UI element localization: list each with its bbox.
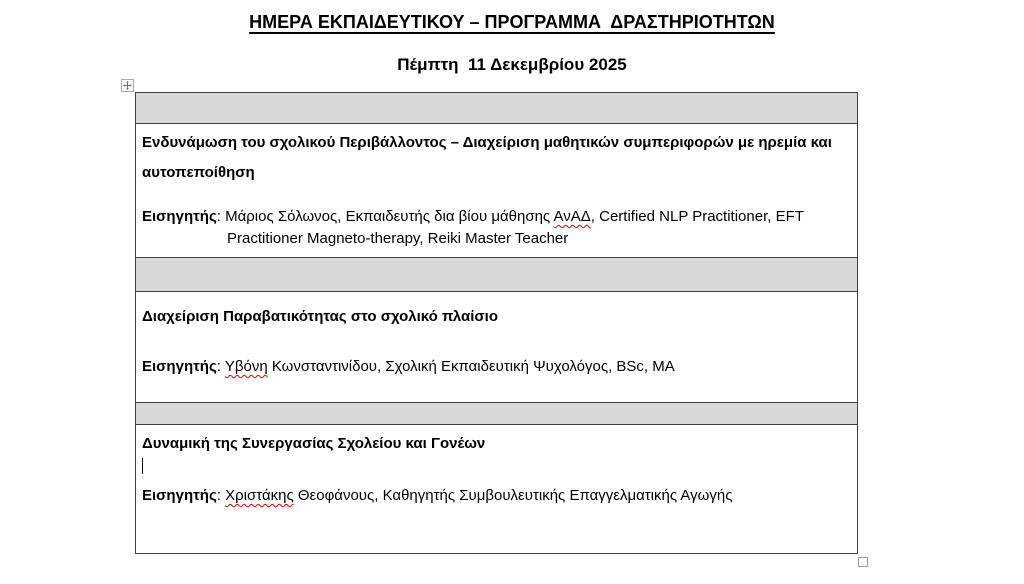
text-run: Εισηγητής: [142, 358, 217, 375]
text-run: Θεοφάνους, Καθηγητής Συμβουλευτικής Επαγγελματικής Αγωγής: [293, 487, 733, 504]
session-presenter: [142, 485, 855, 507]
text-run: :: [216, 358, 225, 375]
document-header: [0, 12, 1024, 33]
session-1-header-row[interactable]: [136, 93, 857, 124]
program-table: [135, 92, 858, 554]
text-run: : Μάριος Σόλωνος, Εκπαιδευτής δια βίου μάθησης: [216, 208, 554, 225]
text-run: Εισηγητής: [142, 487, 217, 504]
text-run: ΑνΑΔ: [553, 208, 591, 225]
page-title[interactable]: ΗΜΕΡΑ ΕΚΠΑΙΔΕΥΤΙΚΟΥ – ΠΡΟΓΡΑΜΜΑ ΔΡΑΣΤΗΡΙΟΤΗΤΩΝ: [249, 12, 775, 32]
table-resize-handle[interactable]: [858, 557, 868, 567]
session-title: Διαχείριση Παραβατικότητας στο σχολικό πλαίσιο: [142, 308, 499, 325]
session-1-cell[interactable]: [136, 124, 857, 258]
text-run: :: [216, 487, 226, 504]
empty-paragraph: [142, 455, 855, 477]
program-table-wrapper: [135, 92, 858, 554]
text-run: Κωνσταντινίδου, Σχολική Εκπαιδευτική Ψυχολόγος, BSc, MA: [267, 358, 675, 375]
session-title: Ενδυνάμωση του σχολικού Περιβάλλοντος – Διαχείριση μαθητικών συμπεριφορών με ηρεμία και αυτοπεποίθηση: [142, 134, 832, 181]
session-presenter: [142, 356, 855, 378]
session-title: Δυναμική της Συνεργασίας Σχολείου και Γονέων: [142, 435, 486, 452]
text-run: Εισηγητής: [142, 208, 217, 225]
table-move-handle[interactable]: [121, 79, 134, 92]
text-run: Χριστάκης: [225, 487, 294, 504]
move-arrows-icon: [123, 81, 132, 90]
session-2-header-row[interactable]: [136, 258, 857, 292]
session-3-cell[interactable]: [136, 425, 857, 553]
session-presenter: [142, 206, 855, 250]
event-date[interactable]: Πέμπτη 11 Δεκεμβρίου 2025: [397, 55, 627, 74]
text-run: , Certified NLP Practitioner, EFT Practitioner Magneto-therapy, Reiki Master Teacher: [227, 208, 804, 247]
session-2-cell[interactable]: [136, 292, 857, 403]
text-run: Υβόνη: [224, 358, 268, 375]
text-cursor: [142, 458, 143, 474]
session-3-header-row[interactable]: [136, 403, 857, 425]
document-subheader: [0, 55, 1024, 75]
